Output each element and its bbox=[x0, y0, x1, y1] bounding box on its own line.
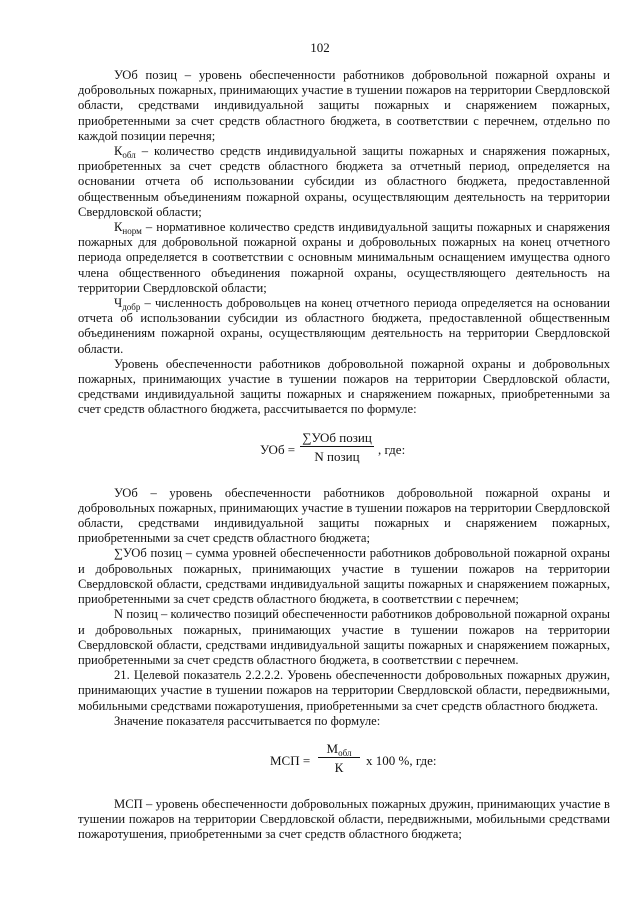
symbol: М bbox=[326, 740, 339, 756]
formula-lhs: МСП = bbox=[270, 752, 311, 768]
paragraph-k-norm bbox=[78, 220, 610, 296]
formula-lhs: УОб = bbox=[260, 441, 296, 457]
paragraph: N позиц – количество позиций обеспеченности работников добровольной пожарной охраны и добровольных пожарных, принимающих участие в тушении пожаров на территории Свердловской области, средствами индивидуальной защиты пожарных и снаряжением пожарных, приобретенными за счет средств областного бюджета, в соответствии с перечнем. bbox=[78, 607, 610, 667]
paragraph: ∑УОб позиц – сумма уровней обеспеченности работников добровольной пожарной охраны и добровольных пожарных, принимающих участие в тушении пожаров на территории Свердловской области, средствами индивидуальной защиты пожарных и снаряжением пожарных, приобретенными за счет средств областного бюджета, в соответствии с перечнем; bbox=[78, 546, 610, 607]
symbol: Ч bbox=[114, 296, 123, 311]
paragraph-k-obl bbox=[78, 144, 610, 220]
symbol: К bbox=[114, 144, 123, 159]
formula-uob bbox=[78, 426, 610, 470]
formula-fraction bbox=[300, 430, 374, 464]
formula-denominator: N позиц bbox=[314, 448, 360, 464]
paragraph-ch-dobr bbox=[78, 296, 610, 357]
document-body bbox=[78, 68, 610, 843]
definition-text: – численность добровольцев на конец отчетного периода определяется на основании отчета об использовании субсидии из областного бюджета, предоставленной общественным объединениям пожарной охраны, осуществляющим деятельность на территории Свердловской области. bbox=[78, 296, 610, 356]
formula-numerator: ∑УОб позиц bbox=[300, 430, 374, 447]
page-number: 102 bbox=[310, 40, 330, 55]
paragraph: УОб позиц – уровень обеспеченности работников добровольной пожарной охраны и добровольных пожарных, принимающих участие в тушении пожаров на территории Свердловской области, средствами индивидуальной защиты пожарных и снаряжением пожарных, приобретенными за счет средств областного бюджета, в соответствии с перечнем, отдельно по каждой позиции перечня; bbox=[78, 68, 610, 143]
paragraph: Уровень обеспеченности работников добровольной пожарной охраны и добровольных пожарных, принимающих участие в тушении пожаров на территории Свердловской области, средствами индивидуальной защиты пожарных и снаряжением пожарных, приобретенными за счет средств областного бюджета, рассчитывается по формуле: bbox=[78, 356, 610, 417]
paragraph: УОб – уровень обеспеченности работников добровольной пожарной охраны и добровольных пожарных, принимающих участие в тушении пожаров на территории Свердловской области, средствами индивидуальной защиты пожарных и снаряжением пожарных, приобретенными за счет средств областного бюджета; bbox=[78, 485, 610, 546]
definition-text: – нормативное количество средств индивидуальной защиты пожарных и снаряжения пожарных для добровольной пожарной охраны и добровольных пожарных на конец отчетного периода определяется в соответствии с основным минимальным оснащением имущества одного члена общественного объединения пожарной охраны, осуществляющего деятельность на территории Свердловской области; bbox=[78, 220, 610, 295]
formula-numerator bbox=[318, 741, 360, 758]
paragraph: МСП – уровень обеспеченности добровольных пожарных дружин, принимающих участие в тушении пожаров на территории Свердловской области, передвижными, мобильными средствами пожаротушения, приобретенными за счет средств областного бюджета; bbox=[78, 796, 610, 842]
paragraph: Значение показателя рассчитывается по формуле: bbox=[114, 713, 381, 728]
formula-msp bbox=[78, 737, 610, 781]
subscript: норм bbox=[122, 226, 142, 237]
formula-fraction bbox=[318, 741, 360, 775]
formula-denominator: К bbox=[334, 760, 344, 776]
formula-tail: , где: bbox=[378, 441, 406, 457]
paragraph: 21. Целевой показатель 2.2.2.2. Уровень обеспеченности добровольных пожарных дружин, принимающих участие в тушении пожаров на территории Свердловской области, передвижными, мобильными средствами пожаротушения, приобретенными за счет средств областного бюджета. bbox=[78, 668, 610, 713]
subscript: обл bbox=[122, 150, 136, 161]
symbol: К bbox=[114, 220, 123, 235]
formula-tail: х 100 %, где: bbox=[366, 752, 437, 768]
subscript: обл bbox=[338, 747, 352, 758]
definition-text: – количество средств индивидуальной защиты пожарных и снаряжения пожарных, приобретенных за счет средств областного бюджета за отчетный период, определяется на основании отчета об использовании субсидии из областного бюджета, предоставленной общественным объединениям пожарной охраны, осуществляющим деятельность на территории Свердловской области; bbox=[78, 144, 610, 219]
subscript: добр bbox=[122, 302, 141, 313]
